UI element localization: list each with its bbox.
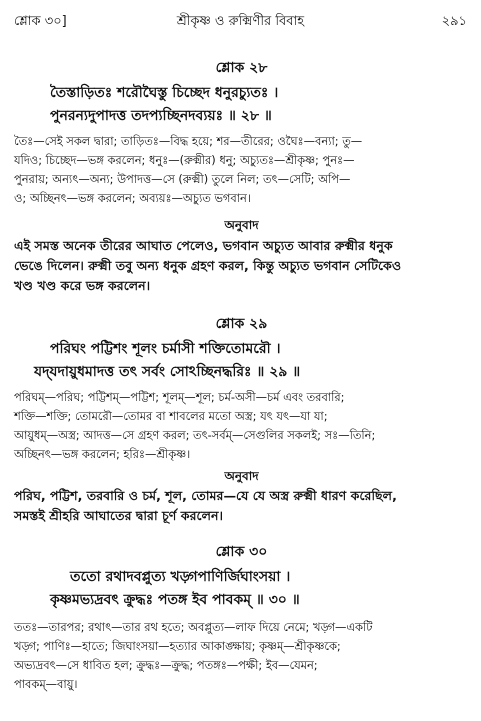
verse-30-word-for-word: [14, 618, 469, 694]
verse-28-line-1: তৈস্তাড়িতঃ শরৌঘৈস্তু চিচ্ছেদ ধনুরচ্যুতঃ ।: [50, 85, 279, 101]
verse-28-line-2: পুনরন্যদুপাদত্ত তদপ্যচ্ছিনদব্যয়ঃ ॥ ২৮ ॥: [50, 108, 272, 124]
verse-30-line-1: ততো রথাদবপ্লুত্য খড়্গপাণির্জিঘাংসয়া ।: [70, 569, 291, 585]
wfw-line: যদিও; চিচ্ছেদ—ভঙ্গ করলেন; ধনুঃ—(রুক্মীর) ধনু; অচ্যুতঃ—শ্রীকৃষ্ণ; পুনঃ—: [14, 153, 355, 167]
verse-29-word-for-word: [14, 388, 469, 464]
verse-29-line-2: যদ্‌যদায়ুধমাদত্ত তৎ সর্বং সোঽচ্ছিনদ্ধরিঃ ॥ ২৯ ॥: [34, 364, 301, 380]
wfw-line: ও; অচ্ছিনৎ—ভঙ্গ করলেন; অব্যয়ঃ—অচ্যুত ভগবান।: [14, 191, 251, 205]
verse-28-translation: [14, 236, 469, 296]
header-chapter-title: শ্রীকৃষ্ণ ও রুক্মিণীর বিবাহ: [176, 14, 305, 29]
wfw-line: শক্তি—শক্তি; তোমরৌ—তোমর বা শাবলের মতো অস্ত্র; যৎ যৎ—যা যা;: [14, 409, 328, 423]
translation-line: এই সমস্ত অনেক তীরের আঘাত পেলেও, ভগবান অচ্যুত আবার রুক্মীর ধনুক: [14, 238, 393, 253]
verse-28-translation-heading: অনুবাদ: [224, 218, 259, 232]
translation-line: খণ্ড খণ্ড করে ভঙ্গ করলেন।: [14, 278, 151, 293]
wfw-line: পরিঘম্—পরিঘ; পট্টিশম্—পট্টিশ; শূলম্—শূল; চর্ম-অসী—চর্ম এবং তরবারি;: [14, 390, 345, 404]
verse-29-line-1: পরিঘং পট্টিশং শূলং চর্মাসী শক্তিতোমরৌ ।: [50, 341, 281, 357]
translation-line: পরিঘ, পট্টিশ, তরবারি ও চর্ম, শূল, তোমর—যে যে অস্ত্র রুক্মী ধারণ করেছিল,: [14, 488, 397, 503]
wfw-line: অভ্যদ্রবৎ—সে ধাবিত হল; ক্রুদ্ধঃ—ক্রুদ্ধ; পতঙ্গঃ—পক্ষী; ইব—যেমন;: [14, 658, 318, 672]
translation-line: সমস্তই শ্রীহরি আঘাতের দ্বারা চূর্ণ করলেন।: [14, 508, 223, 523]
verse-30-line-2: কৃষ্ণমভ্যদ্রবৎ ক্রুদ্ধঃ পতঙ্গ ইব পাবকম্ ॥ ৩০ ॥: [50, 592, 300, 608]
verse-29-translation: [14, 486, 469, 526]
page-number: ২৯১: [441, 14, 467, 29]
wfw-line: অচ্ছিনৎ—ভঙ্গ করলেন; হরিঃ—শ্রীকৃষ্ণ।: [14, 447, 191, 461]
wfw-line: ততঃ—তারপর; রথাৎ—তার রথ হতে; অবপ্লুত্য—লাফ দিয়ে নেমে; খড়্গ—একটি: [14, 620, 373, 634]
verse-30-heading: শ্লোক ৩০: [215, 544, 268, 560]
wfw-line: আয়ুধম্—অস্ত্র; আদত্ত—সে গ্রহণ করল; তৎ-সর্বম্—সেগুলির সকলই; সঃ—তিনি;: [14, 428, 376, 442]
translation-line: ভেঙে দিলেন। রুক্মী তবু অন্য ধনুক গ্রহণ করল, কিন্তু অচ্যুত ভগবান সেটিকেও: [14, 258, 402, 273]
running-header: [14, 12, 467, 32]
verse-28-heading: শ্লোক ২৮: [215, 60, 268, 76]
verse-29-heading: শ্লোক ২৯: [215, 316, 268, 332]
verse-29-translation-heading: অনুবাদ: [224, 469, 259, 483]
header-verse-ref: শ্লোক ৩০]: [14, 14, 67, 29]
wfw-line: পাবকম্—বায়ু।: [14, 677, 78, 691]
verse-28-word-for-word: [14, 132, 469, 208]
wfw-line: তৈঃ—সেই সকল দ্বারা; তাড়িতঃ—বিদ্ধ হয়ে; শর—তীরের; ওঘৈঃ—বন্যা; তু—: [14, 134, 363, 148]
wfw-line: পুনরায়; অন্যৎ—অন্য; উপাদত্ত—সে (রুক্মী) তুলে নিল; তৎ—সেটি; অপি—: [14, 172, 351, 186]
wfw-line: খড়্গ; পাণিঃ—হাতে; জিঘাংসয়া—হত্যার আকাঙ্ক্ষায়; কৃষ্ণম্—শ্রীকৃষ্ণকে;: [14, 639, 341, 653]
